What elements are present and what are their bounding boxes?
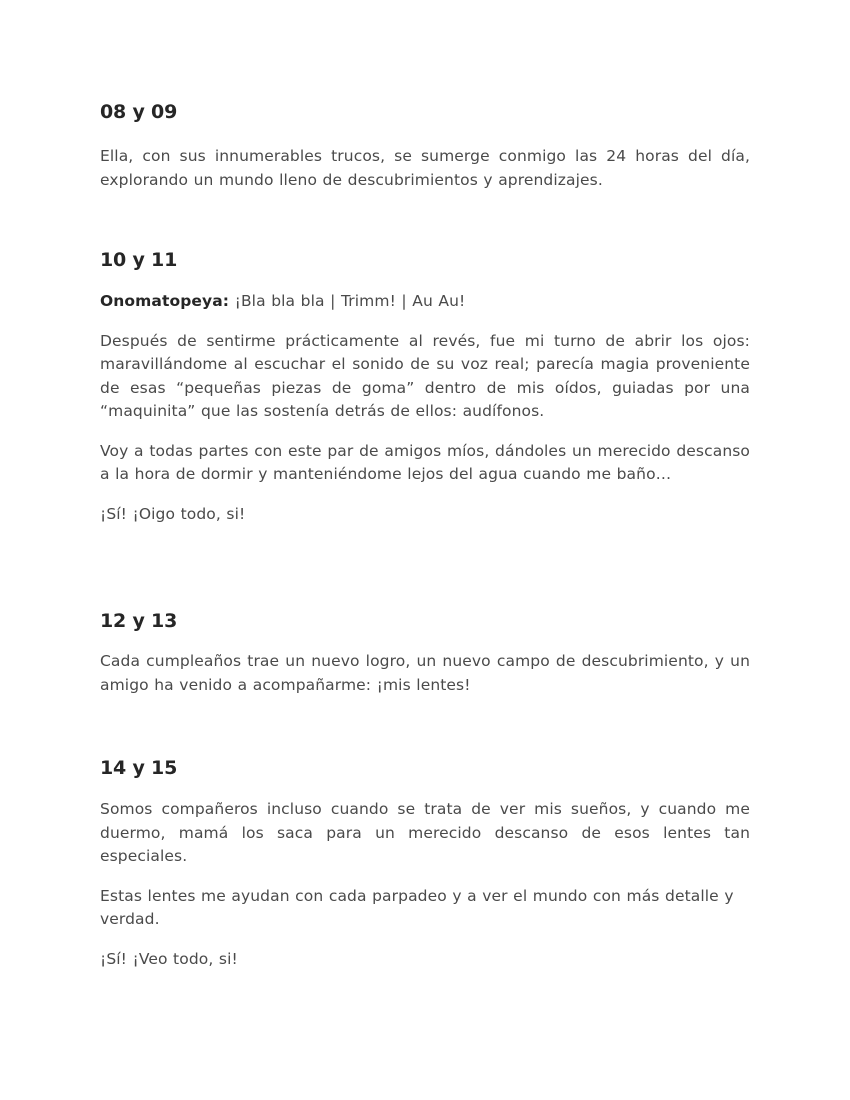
section-08-09 <box>100 100 750 192</box>
section-paragraph: Cada cumpleaños trae un nuevo logro, un nuevo campo de descubrimiento, y un amigo ha venido a acompañarme: ¡mis lentes! <box>100 652 750 694</box>
section-paragraph: Ella, con sus innumerables trucos, se sumerge conmigo las 24 horas del día, explorando un mundo lleno de descubrimientos y aprendizajes. <box>100 147 750 189</box>
section-10-11 <box>100 248 750 526</box>
section-12-13 <box>100 609 750 697</box>
section-paragraph: ¡Sí! ¡Oigo todo, si! <box>100 504 246 523</box>
section-paragraph: Somos compañeros incluso cuando se trata de ver mis sueños, y cuando me duermo, mamá los saca para un merecido descanso de esos lentes tan especiales. <box>100 800 750 865</box>
section-paragraph: Estas lentes me ayudan con cada parpadeo y a ver el mundo con más detalle y verdad. <box>100 886 734 928</box>
section-heading: 10 y 11 <box>100 249 178 271</box>
onomatopeya-label: Onomatopeya: <box>100 292 230 310</box>
section-paragraph: ¡Sí! ¡Veo todo, si! <box>100 949 238 968</box>
section-14-15 <box>100 756 750 971</box>
section-heading: 12 y 13 <box>100 610 178 632</box>
section-heading: 08 y 09 <box>100 101 178 123</box>
onomatopeya-line <box>100 290 750 314</box>
section-heading: 14 y 15 <box>100 757 178 779</box>
section-paragraph: Después de sentirme prácticamente al revés, fue mi turno de abrir los ojos: maravillándome al escuchar el sonido de su voz real; parecía magia proveniente de esas “pequeñas piezas de goma” dentro de mis oídos, guiadas por una “maquinita” que las sostenía detrás de ellos: audífonos. <box>100 331 750 420</box>
section-paragraph: Voy a todas partes con este par de amigos míos, dándoles un merecido descanso a la hora de dormir y manteniéndome lejos del agua cuando me baño… <box>100 441 750 483</box>
onomatopeya-text: ¡Bla bla bla | Trimm! | Au Au! <box>229 292 466 310</box>
